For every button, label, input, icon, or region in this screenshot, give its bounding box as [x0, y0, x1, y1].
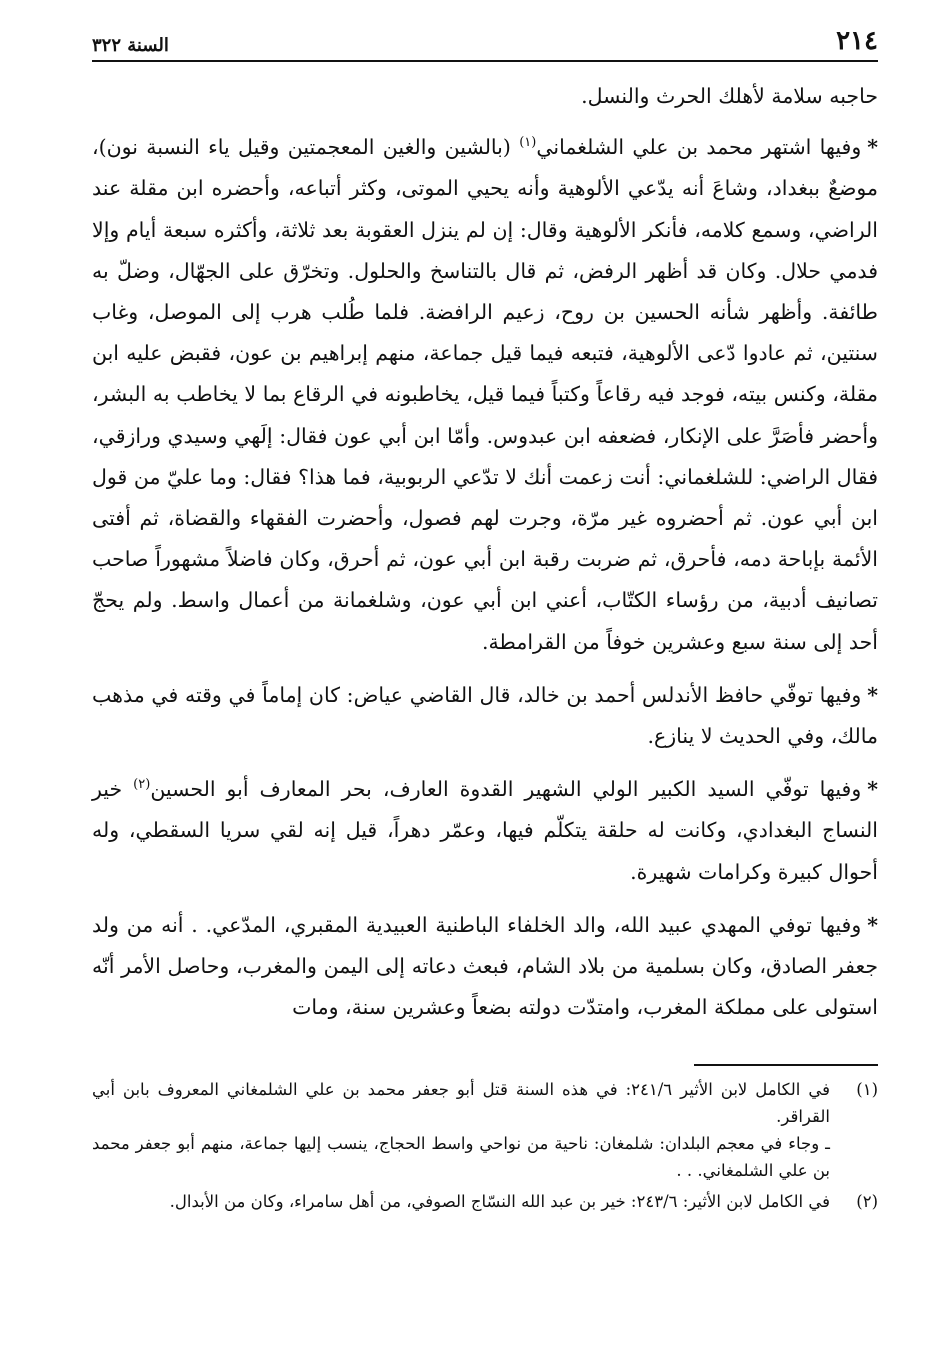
footnotes [92, 1076, 878, 1215]
footnote [92, 1076, 878, 1184]
paragraph [92, 76, 878, 117]
footnote-body [92, 1076, 830, 1184]
footnote-line: في الكامل لابن الأثير ٢٤١/٦: في هذه السنة قتل أبو جعفر محمد بن علي الشلمغاني المعروف بابن أبي القراقر. [92, 1080, 830, 1127]
footnote-divider [694, 1064, 878, 1066]
paragraph-text-continued: خير النساج البغدادي، وكانت له حلقة يتكلّم فيها، وعمّر دهراً، قيل إنه لقي سريا السقطي، وله أحوال كبيرة وكرامات شهيرة. [92, 777, 878, 884]
paragraph-text: وفيها توفي المهدي عبيد الله، والد الخلفاء الباطنية العبيدية المقبري، المدّعي. . أنه من ولد جعفر الصادق، وكان بسلمية من بلاد الشام، فبعث دعاته إلى اليمن والمغرب، وحاصل الأمر أنّه استولى على مملكة المغرب، وامتدّت دولته بضعاً وعشرين سنة، ومات [92, 912, 879, 1020]
footnote-reference[interactable]: (١) [519, 135, 537, 151]
footnote-line: ـ وجاء في معجم البلدان: شلمغان: ناحية من نواحي واسط الحجاج، ينسب إليها جماعة، منهم أبو جعفر محمد بن علي الشلمغاني. . . [92, 1134, 830, 1181]
star-marker: * [867, 682, 878, 707]
page-number: ٢١٤ [836, 26, 878, 56]
star-marker: * [867, 777, 878, 802]
star-marker: * [867, 912, 878, 937]
footnote [92, 1188, 878, 1215]
paragraph [92, 127, 878, 663]
running-header [92, 18, 878, 62]
book-page [92, 18, 878, 1348]
paragraph-text: وفيها توفّي حافظ الأندلس أحمد بن خالد، قال القاضي عياض: كان إماماً في وقته في مذهب مالك، وفي الحديث لا ينازع. [92, 682, 878, 749]
paragraph [92, 675, 878, 757]
footnote-body [92, 1188, 830, 1215]
footnote-line: في الكامل لابن الأثير: ٢٤٣/٦: خير بن عبد الله النسّاج الصوفي، من أهل سامراء، وكان من الأبدال. [169, 1192, 830, 1212]
paragraph-text-continued: (بالشين والغين المعجمتين وقيل ياء النسبة نون)، موضعٌ ببغداد، وشاعَ أنه يدّعي الألوهية وأنه يحيي الموتى، وكثر أتباعه، وأحضره ابن مقلة عند الراضي، وسمع كلامه، فأنكر الألوهية وقال: إن لم ينزل العقوبة بعد ثلاثة، وأكثره سبعة أيام وإلا فدمي حلال. وكان قد أظهر الرفض، ثم قال بالتناسخ والحلول. وتخرّق على الجهّال، وضلّ به طائفة. وأظهر شأنه الحسين بن روح، زعيم الرافضة. فلما طُلب هرب إلى الموصل، وغاب سنتين، ثم عادوا دّعى الألوهية، فتبعه فيما قيل جماعة، منهم إبراهيم بن عون، فقبض عليه ابن مقلة، وكنس بيته، فوجد فيه رقاعاً وكتباً فيما قيل، يخاطبونه في الرقاع بما لا يخاطب به البشر، وأحضر فأصَرَّ على الإنكار، فضعفه ابن عبدوس. وأمّا ابن أبي عون فقال: إلَهي وسيدي ورازقي، فقال الراضي: للشلغماني: أنت زعمت أنك لا تدّعي الربوبية، فما هذا؟ فقال: وما عليّ من قول ابن أبي عون. ثم أحضروه غير مرّة، وجرت لهم فصول، وأحضرت الفقهاء والقضاة، ثم أفتى الأئمة بإباحة دمه، فأحرق، ثم ضربت رقبة ابن أبي عون، ثم أحرق، وكان فاضلاً مشهوراً صاحب تصانيف أدبية، من رؤساء الكتّاب، أعني ابن أبي عون، وشلغمانة من أعمال واسط. ولم يحجّ أحد إلى سنة سبع وعشرين خوفاً من القرامطة. [92, 135, 878, 654]
paragraph-text: حاجبه سلامة لأهلك الحرث والنسل. [581, 84, 878, 108]
paragraph [92, 905, 878, 1029]
footnote-reference[interactable]: (٢) [133, 777, 151, 793]
paragraph-text: وفيها اشتهر محمد بن علي الشلغماني [536, 135, 862, 160]
footnote-number: (١) [856, 1080, 878, 1100]
main-text [92, 76, 878, 1028]
paragraph [92, 769, 878, 893]
star-marker: * [867, 135, 878, 160]
footnote-number: (٢) [856, 1192, 878, 1212]
paragraph-text: وفيها توفّي السيد الكبير الولي الشهير القدوة العارف، بحر المعارف أبو الحسين [150, 777, 862, 802]
year-title: السنة ٣٢٢ [92, 35, 169, 56]
